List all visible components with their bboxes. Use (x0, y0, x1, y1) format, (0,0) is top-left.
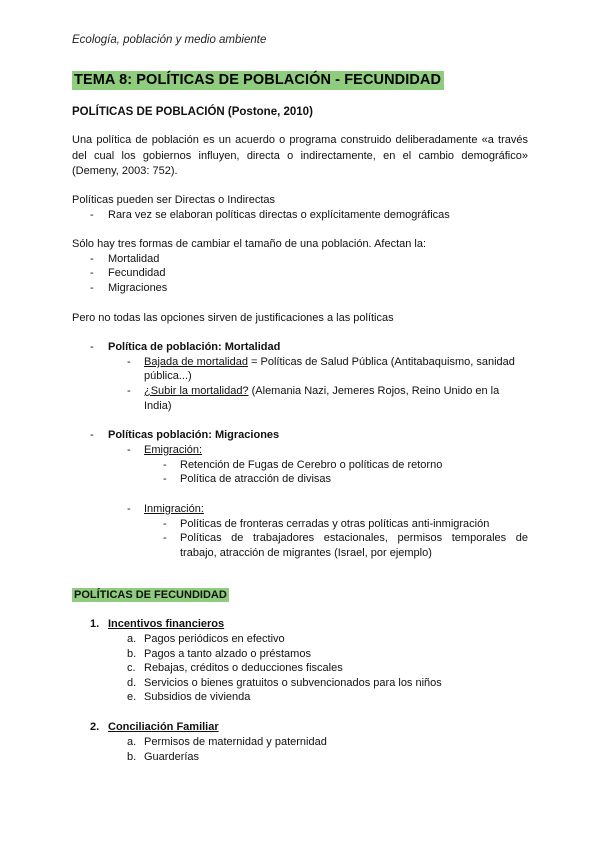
bullet-dash: - (127, 385, 131, 397)
list-item: Guarderías (144, 751, 200, 763)
bullet-dash: - (163, 532, 167, 544)
list-item: Servicios o bienes gratuitos o subvencionados para los niños (144, 677, 442, 689)
list-item: Pagos periódicos en efectivo (144, 633, 285, 645)
bullet-dash: - (90, 267, 94, 279)
page-title: TEMA 8: POLÍTICAS DE POBLACIÓN - FECUNDIDAD (72, 71, 444, 90)
bullet-dash: - (127, 444, 131, 456)
item-letter: c. (127, 662, 136, 674)
types-intro: Políticas pueden ser Directas o Indirectas (72, 194, 275, 206)
list-item: Permisos de maternidad y paternidad (144, 736, 327, 748)
mortality-item-2-text: (Alemania Nazi, Jemeres Rojos, Reino Unido en la (248, 385, 500, 397)
item-letter: a. (127, 736, 137, 748)
emigration-item: Retención de Fugas de Cerebro o políticas de retorno (180, 459, 443, 471)
item-letter: e. (127, 691, 137, 703)
item-letter: d. (127, 677, 137, 689)
immigration-label: Inmigración: (144, 503, 204, 515)
mortality-item-1-underlined: Bajada de mortalidad (144, 356, 248, 368)
bullet-dash: - (90, 209, 94, 221)
mortality-item-1-cont: pública...) (144, 370, 192, 382)
bullet-dash: - (127, 503, 131, 515)
emigration-item: Política de atracción de divisas (180, 473, 332, 485)
ways-intro: Sólo hay tres formas de cambiar el tamaño de una población. Afectan la: (72, 238, 427, 250)
bullet-dash: - (127, 356, 131, 368)
immigration-item-2-cont: trabajo, atracción de migrantes (Israel, por ejemplo) (180, 547, 432, 559)
emigration-label: Emigración: (144, 444, 203, 456)
bullet-dash: - (163, 473, 167, 485)
list-item: Subsidios de vivienda (144, 691, 251, 703)
page-header: Ecología, población y medio ambiente (72, 34, 267, 46)
group-label-family-conciliation: Conciliación Familiar (108, 721, 219, 733)
immigration-item-1: Políticas de fronteras cerradas y otras políticas anti-inmigración (180, 518, 490, 530)
bullet-dash: - (163, 518, 167, 530)
bullet-dash: - (90, 341, 94, 353)
section-heading-fertility-policies: POLÍTICAS DE FECUNDIDAD (74, 589, 227, 601)
section-heading-population-policies: POLÍTICAS DE POBLACIÓN (Postone, 2010) (72, 106, 313, 118)
group-label-financial-incentives: Incentivos financieros (108, 618, 225, 630)
mortality-item-2-cont: India) (144, 400, 172, 412)
group-number: 2. (90, 721, 100, 733)
item-letter: b. (127, 751, 137, 763)
item-letter: b. (127, 648, 137, 660)
mortality-heading: Política de población: Mortalidad (108, 341, 281, 353)
mortality-item-2-underlined: ¿Subir la mortalidad? (144, 385, 249, 397)
group-number: 1. (90, 618, 100, 630)
types-note: Rara vez se elaboran políticas directas o explícitamente demográficas (108, 209, 450, 221)
bullet-dash: - (90, 429, 94, 441)
list-item: Rebajas, créditos o deducciones fiscales (144, 662, 343, 674)
mortality-item-2 (144, 384, 499, 400)
bullet-dash: - (90, 282, 94, 294)
mortality-item-1 (144, 355, 515, 371)
list-item-mortality: Mortalidad (108, 253, 160, 265)
list-item-migration: Migraciones (108, 282, 168, 294)
list-item-fertility: Fecundidad (108, 267, 166, 279)
definition-paragraph: Una política de población es un acuerdo o programa construido deliberadamente «a través del cual los gobiernos influyen, directa o indirectamente, en el cambio demográfico» (Demeny, 2003: 752). (72, 134, 528, 177)
caveat-paragraph: Pero no todas las opciones sirven de justificaciones a las políticas (72, 312, 394, 324)
migration-heading: Políticas población: Migraciones (108, 429, 280, 441)
list-item: Pagos a tanto alzado o préstamos (144, 648, 311, 660)
immigration-item-2: Políticas de trabajadores estacionales, permisos temporales de (180, 532, 528, 544)
item-letter: a. (127, 633, 137, 645)
mortality-item-1-text: = Políticas de Salud Pública (Antitabaquismo, sanidad (247, 356, 515, 368)
bullet-dash: - (163, 459, 167, 471)
bullet-dash: - (90, 253, 94, 265)
